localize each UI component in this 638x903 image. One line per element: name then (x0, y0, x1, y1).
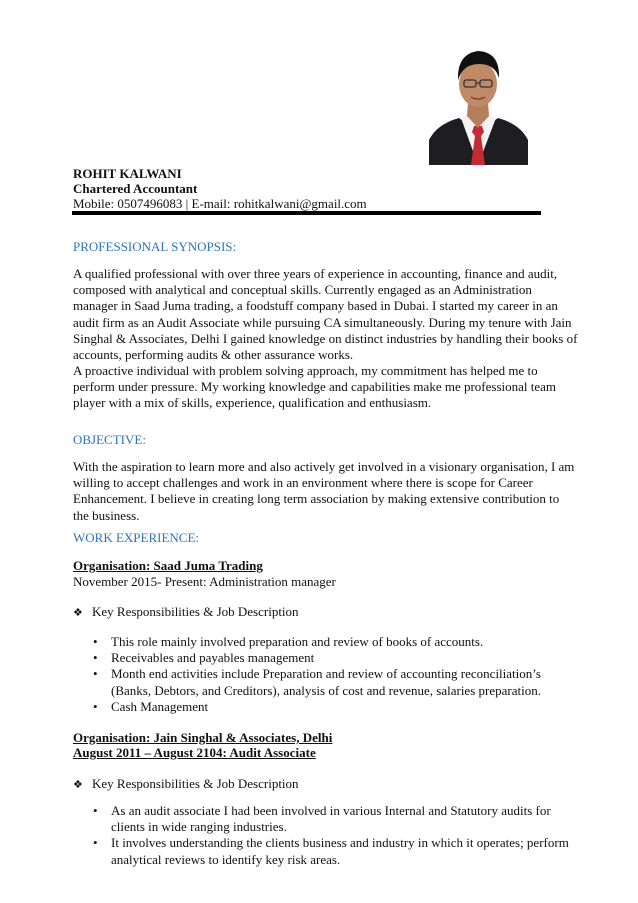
synopsis-paragraph-2: A proactive individual with problem solving approach, my commitment has helped me to perform under pressure. My working knowledge and capabilities make me professional team player with a mix of skills, experience, qualification and enthusiasm. (73, 363, 557, 411)
list-item-text: Month end activities include Preparation and review of accounting reconciliation’s (Banks, Debtors, and Creditors), analysis of cost and revenue, salaries preparation. (111, 666, 541, 698)
list-item (90, 699, 570, 715)
diamond-bullet-icon: ❖ (73, 607, 83, 619)
profile-photo (429, 40, 528, 165)
diamond-bullet-icon: ❖ (73, 779, 83, 791)
job-2-period: August 2011 – August 2104: Audit Associate (73, 745, 316, 760)
bullet-icon: • (93, 666, 98, 682)
list-item (90, 634, 570, 650)
job-1-period: November 2015- Present: Administration manager (73, 574, 336, 589)
objective-heading: OBJECTIVE: (73, 432, 146, 447)
bullet-icon: • (93, 634, 98, 649)
list-item-text: It involves understanding the clients business and industry in which it operates; perform analytical reviews to identify key risk areas. (111, 835, 569, 867)
bullet-icon: • (93, 698, 98, 714)
list-item (90, 666, 570, 698)
work-experience-heading: WORK EXPERIENCE: (73, 530, 200, 545)
header-divider (72, 211, 541, 215)
bullet-icon: • (93, 835, 98, 851)
synopsis-heading: PROFESSIONAL SYNOPSIS: (73, 239, 237, 254)
job-2-organisation: Organisation: Jain Singhal & Associates, Delhi (73, 730, 333, 745)
list-item-text: Cash Management (111, 698, 209, 714)
objective-paragraph: With the aspiration to learn more and also actively get involved in a visionary organisation, I am willing to accept challenges and work in an environment where there is scope for Career Enhancement. I believe in creating long term association by making extensive contribution to the business. (73, 459, 575, 523)
job-1-organisation: Organisation: Saad Juma Trading (73, 558, 263, 573)
list-item (90, 835, 570, 867)
job-1-subheading (73, 604, 299, 621)
candidate-title: Chartered Accountant (73, 181, 198, 196)
contact-line: Mobile: 0507496083 | E-mail: rohitkalwani@gmail.com (73, 196, 367, 211)
job-2-subheading (73, 776, 299, 793)
bullet-icon: • (93, 803, 98, 818)
list-item-text: As an audit associate I had been involved in various Internal and Statutory audits for clients in wide ranging industries. (111, 803, 551, 835)
list-item (90, 803, 570, 835)
job-1-subheading-text: Key Responsibilities & Job Description (92, 604, 299, 619)
job-2-bullets (90, 803, 570, 868)
job-2-subheading-text: Key Responsibilities & Job Description (92, 776, 299, 791)
candidate-name: ROHIT KALWANI (73, 166, 182, 181)
list-item (90, 650, 570, 666)
list-item-text: This role mainly involved preparation and review of books of accounts. (111, 634, 484, 649)
synopsis-paragraph-1: A qualified professional with over three years of experience in accounting, finance and audit, composed with analytical and conceptual skills. Currently engaged as an Administration manager in Saad Juma trading, a foodstuff company based in Dubai. I started my career in an audit firm as an Audit Associate while pursuing CA simultaneously. During my tenure with Jain Singhal & Associates, Delhi I gained knowledge on distinct industries by handling their books of accounts, performing audits & other assurance works. (73, 266, 578, 363)
bullet-icon: • (93, 650, 98, 666)
job-1-bullets (90, 634, 570, 715)
list-item-text: Receivables and payables management (111, 650, 315, 666)
